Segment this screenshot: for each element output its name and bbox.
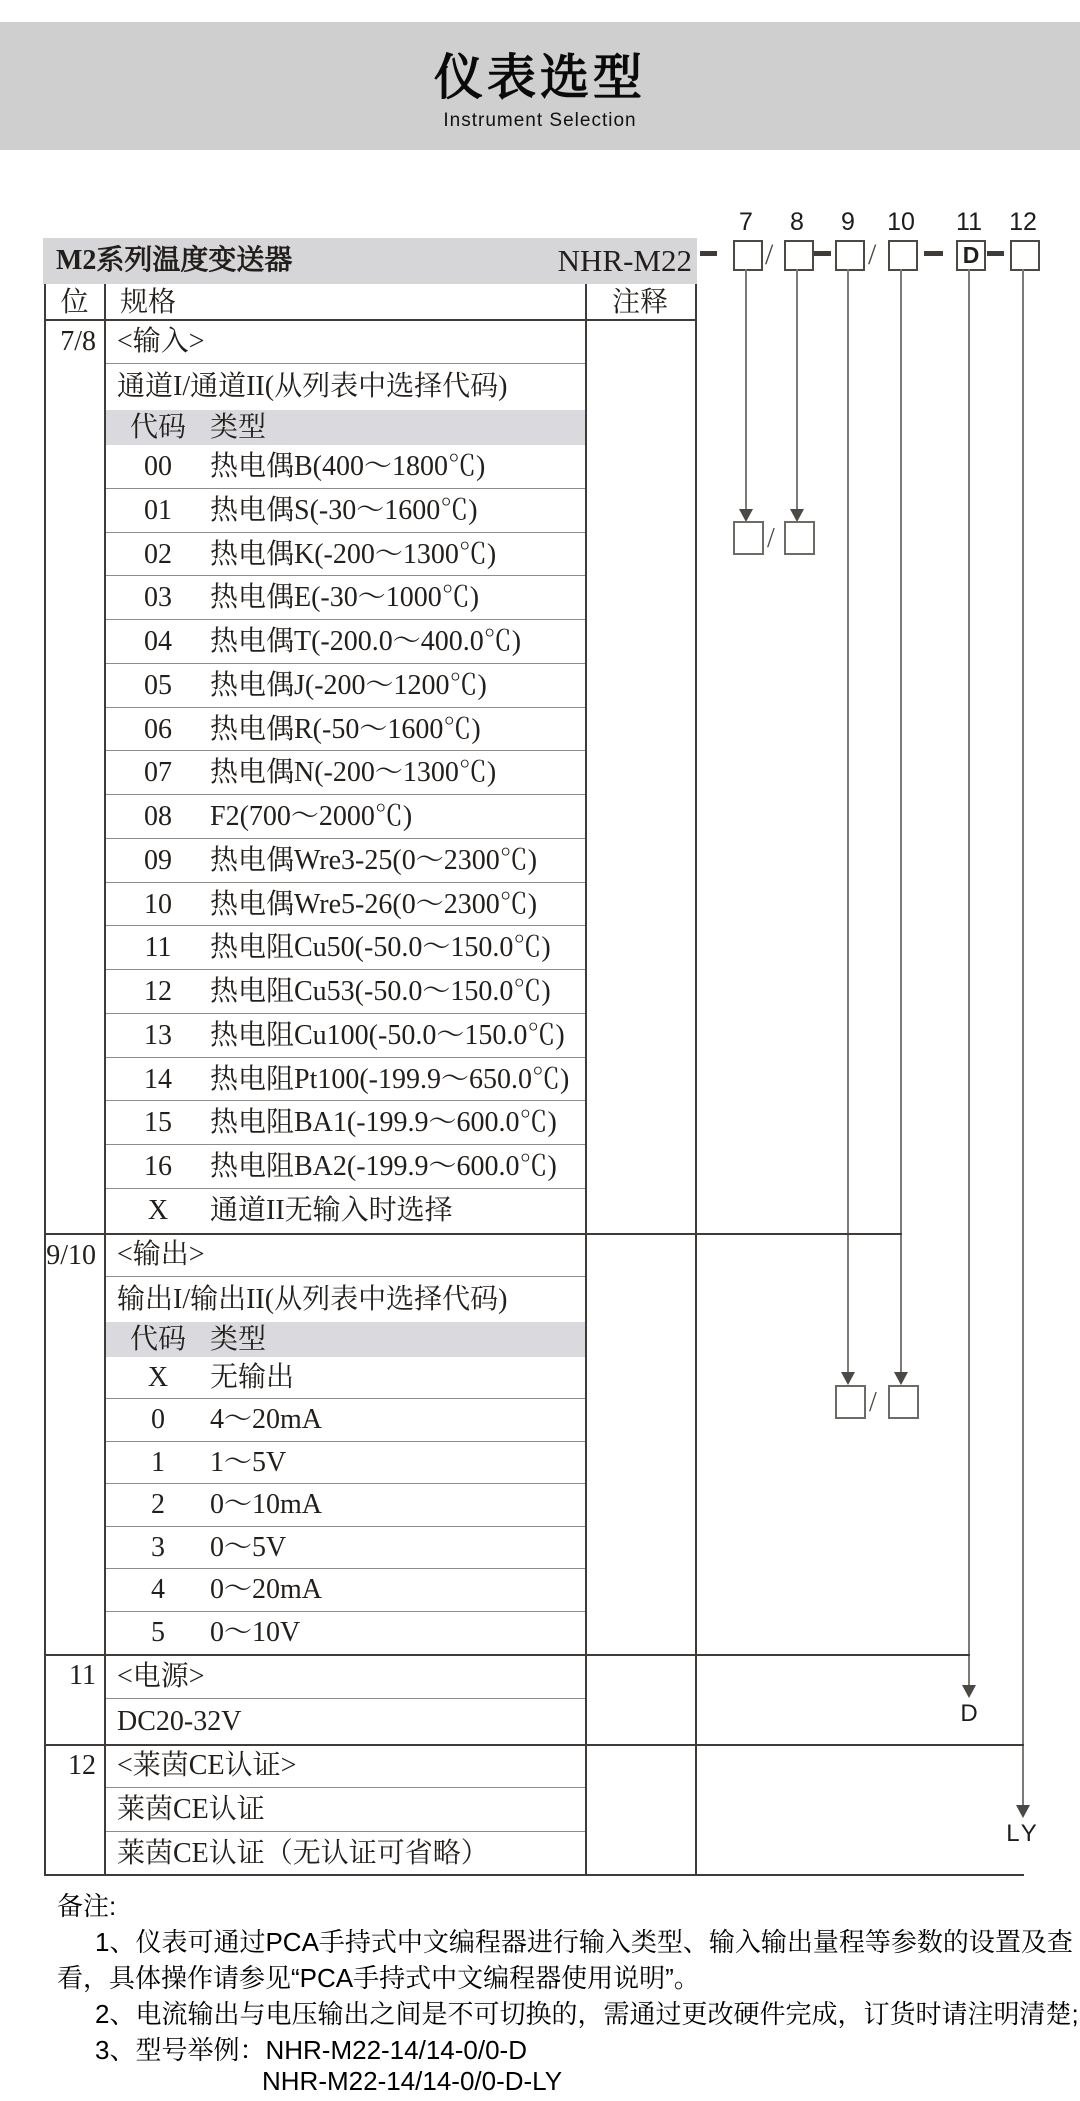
type-cell: 热电阻Cu50(-50.0～150.0℃) [210,932,551,964]
dash-separator [924,251,943,256]
table-divider-spec-note [585,284,587,1876]
dash-separator [814,251,831,256]
code-cell: X [147,1195,169,1227]
code-row [106,533,585,577]
code-row [106,1442,585,1484]
code-box-9 [835,240,865,271]
spec-row: 输出I/输出II(从列表中选择代码) [117,1284,508,1315]
code-box-12 [1010,240,1040,271]
model-strip [43,238,697,284]
position-number-8: 8 [790,208,804,236]
code-row [106,1101,585,1145]
spec-row: <电源> [106,1654,585,1699]
table-border-left [44,284,46,1876]
note-3-example2: NHR-M22-14/14-0/0-D-LY [262,2066,563,2096]
code-cell: 13 [144,1019,172,1051]
code-row [106,751,585,795]
code-cell: 3 [151,1531,165,1563]
code-cell: 16 [144,1151,172,1183]
dash-separator [987,251,1004,256]
code-row [106,620,585,664]
type-cell: 热电阻Pt100(-199.9～650.0℃) [210,1063,570,1095]
column-header-spec: 规格 [120,287,177,318]
callout-line-9 [847,269,849,1373]
code-cell: 代码 [129,412,186,443]
code-row [106,1189,585,1233]
code-cell: 1 [151,1446,165,1478]
code-cell: 06 [144,713,172,745]
type-cell: 热电偶K(-200～1300℃) [210,538,497,570]
type-cell: 热电阻BA1(-199.9～600.0℃) [210,1107,557,1139]
type-cell: F2(700～2000℃) [210,801,413,833]
arrow-icon [1016,1805,1030,1818]
spec-row: 莱茵CE认证（无认证可省略） [117,1838,489,1869]
code-cell: 07 [144,757,172,789]
type-cell: 1～5V [210,1446,287,1478]
code-box-11: D [956,240,986,271]
slash-separator: / [868,238,877,271]
power-section-rows [106,1654,585,1744]
code-cell: 11 [144,932,172,964]
output-channel1-box [835,1385,866,1419]
code-row [106,926,585,970]
callout-line-12 [1022,269,1024,1806]
code-row [106,576,585,620]
type-cell: 类型 [210,412,267,443]
page-banner [0,22,1080,150]
type-cell: 0～5V [210,1531,287,1563]
code-cell: 00 [144,451,172,482]
code-row [106,839,585,883]
dash-separator [700,251,717,256]
column-header-note: 注释 [611,287,668,318]
code-box-8 [784,240,814,271]
column-header-pos: 位 [60,287,89,318]
note-1-line2: 看，具体操作请参见“PCA手持式中文编程器使用说明”。 [57,1963,700,1993]
arrow-icon [962,1685,976,1698]
code-cell: 14 [144,1063,172,1095]
arrow-icon [841,1372,855,1385]
code-cell: 08 [144,801,172,833]
code-row [106,1014,585,1058]
type-cell: 无输出 [210,1362,295,1393]
page-title: 仪表选型 [433,51,646,105]
position-number-12: 12 [1009,208,1037,236]
spec-row: <莱茵CE认证> [106,1744,585,1788]
code-row [106,1527,585,1569]
code-row [106,664,585,708]
code-row [106,1058,585,1102]
ce-section-rows [106,1744,585,1876]
power-code-label: D [960,1700,978,1727]
table-border-right [695,284,697,1876]
callout-line-11 [968,269,970,1686]
type-cell: 热电阻Cu53(-50.0～150.0℃) [210,976,551,1008]
callout-line-8 [796,269,798,510]
type-cell: 热电偶Wre5-26(0～2300℃) [210,888,538,920]
code-row [106,795,585,839]
ce-code-label: LY [1006,1820,1040,1847]
code-cell: 4 [151,1574,165,1606]
output-section-rows [106,1233,585,1654]
code-row [106,445,585,489]
code-cell: X [147,1362,169,1393]
input-section-rows [106,319,585,1233]
section-pos-11: 11 [69,1660,96,1691]
type-cell: 热电阻BA2(-199.9～600.0℃) [210,1151,557,1183]
code-cell: 12 [144,976,172,1008]
type-cell: 热电偶N(-200～1300℃) [210,757,497,789]
code-header-row [106,410,585,445]
type-cell: 热电偶B(400～1800℃) [210,451,486,482]
section-pos-9-10: 9/10 [46,1240,96,1271]
code-row [106,1399,585,1441]
position-number-9: 9 [841,208,855,236]
code-row [106,708,585,752]
type-cell: 热电偶E(-30～1000℃) [210,582,480,614]
type-cell: 类型 [210,1324,267,1355]
type-cell: 4～20mA [210,1404,323,1436]
spec-row: <输入> [106,319,585,364]
model-code: NHR-M22 [557,243,692,278]
input-channel1-box [733,521,764,555]
code-row [106,883,585,927]
type-cell: 0～10mA [210,1489,323,1521]
spec-row: 通道I/通道II(从列表中选择代码) [117,371,508,402]
input-channel2-box [784,521,815,555]
notes-label: 备注: [57,1891,117,1921]
code-cell: 代码 [129,1324,186,1355]
code-header-row [106,1322,585,1357]
code-cell: 03 [144,582,172,614]
type-cell: 热电偶R(-50～1600℃) [210,713,481,745]
section-pos-7-8: 7/8 [60,326,96,357]
note-2: 2、电流输出与电压输出之间是不可切换的，需通过更改硬件完成，订货时请注明清楚; [95,1999,1079,2029]
slash-separator: / [765,238,774,271]
code-row [106,1569,585,1611]
code-box-7 [733,240,763,271]
type-cell: 0～20mA [210,1574,323,1606]
code-box-10 [888,240,918,271]
code-cell: 01 [144,494,172,526]
spec-row: DC20-32V [117,1706,242,1737]
page-subtitle: Instrument Selection [443,110,637,131]
code-cell: 09 [144,844,172,876]
section-pos-12: 12 [68,1750,96,1781]
code-cell: 0 [151,1404,165,1436]
code-row [106,1145,585,1189]
spec-row: <输出> [106,1233,585,1277]
position-number-11: 11 [956,208,982,236]
slash-separator: / [869,1387,877,1418]
code-cell: 04 [144,626,172,658]
type-cell: 热电偶J(-200～1200℃) [210,669,487,701]
type-cell: 热电阻Cu100(-50.0～150.0℃) [210,1019,565,1051]
note-1-line1: 1、仪表可通过PCA手持式中文编程器进行输入类型、输入输出量程等参数的设置及查 [95,1927,1073,1957]
code-cell: 2 [151,1489,165,1521]
arrow-icon [894,1372,908,1385]
position-number-7: 7 [739,208,753,236]
code-row [106,1484,585,1526]
code-row [106,1357,585,1399]
code-cell: 05 [144,669,172,701]
code-cell: 5 [151,1616,165,1648]
code-cell: 02 [144,538,172,570]
type-cell: 热电偶Wre3-25(0～2300℃) [210,844,538,876]
code-cell: 15 [144,1107,172,1139]
slash-separator: / [767,523,775,554]
callout-line-10 [900,269,902,1373]
code-row [106,970,585,1014]
spec-row: 莱茵CE认证 [106,1788,585,1832]
code-row [106,489,585,533]
type-cell: 热电偶S(-30～1600℃) [210,494,478,526]
type-cell: 通道II无输入时选择 [210,1195,453,1227]
output-channel2-box [888,1385,919,1419]
note-3-example1: 3、型号举例：NHR-M22-14/14-0/0-D [95,2035,527,2065]
series-label: M2系列温度变送器 [56,245,293,276]
code-cell: 10 [144,888,172,920]
callout-line-7 [745,269,747,510]
code-row [106,1612,585,1654]
position-number-10: 10 [887,208,915,236]
type-cell: 0～10V [210,1616,301,1648]
type-cell: 热电偶T(-200.0～400.0℃) [210,626,522,658]
